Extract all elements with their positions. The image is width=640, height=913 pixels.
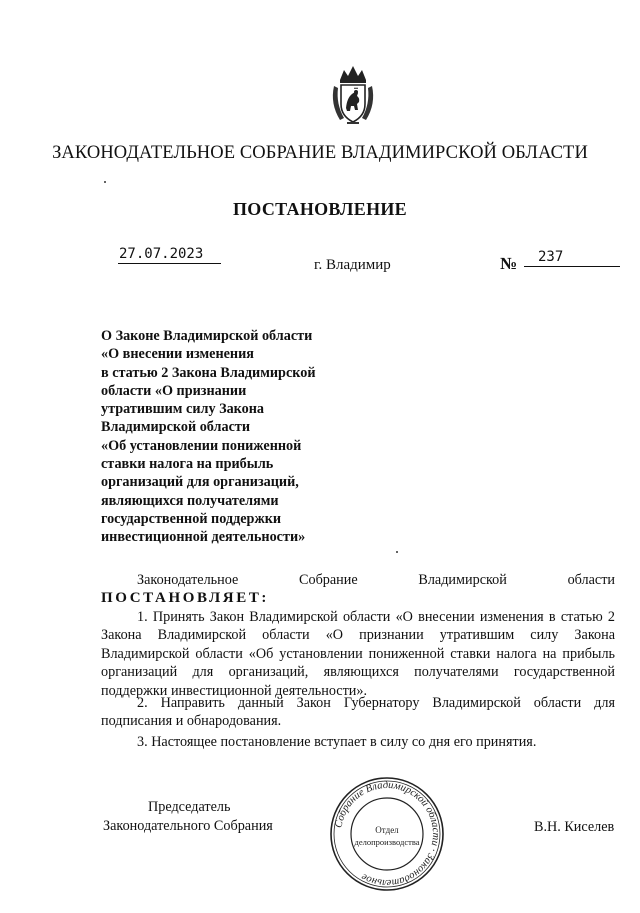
subject-line: утратившим силу Закона	[101, 401, 265, 418]
scan-speck	[104, 181, 106, 183]
paragraph-2: 2. Направить данный Закон Губернатору Владимирской области для подписания и обнародования.	[101, 695, 615, 730]
signatory-title-line1: Председатель	[148, 799, 231, 815]
subject-line: инвестиционной деятельности»	[101, 529, 306, 546]
svg-text:Отдел: Отдел	[375, 825, 399, 835]
intro-word: Владимирской	[418, 572, 507, 588]
subject-line: ставки налога на прибыль	[101, 456, 274, 473]
document-subject	[101, 327, 351, 547]
resolve-heading: ПОСТАНОВЛЯЕТ:	[101, 590, 270, 606]
coat-of-arms-emblem	[330, 64, 376, 126]
subject-line: являющихся получателями	[101, 492, 279, 509]
scan-speck	[396, 551, 398, 553]
subject-line: организаций для организаций,	[101, 474, 299, 491]
document-date: 27.07.2023	[118, 246, 221, 264]
paragraph-3: 3. Настоящее постановление вступает в силу со дня его принятия.	[137, 734, 537, 750]
intro-word: области	[567, 572, 615, 588]
subject-line: государственной поддержки	[101, 510, 282, 527]
subject-line: «О внесении изменения	[101, 346, 254, 363]
number-sign: №	[500, 254, 518, 273]
paragraph-1: 1. Принять Закон Владимирской области «О внесении изменения в статью 2 Закона Владимирской области «О признании утратившим силу Закона Владимирской области «Об установлении пониженной ставки налога на прибыль организаций для организаций, являющихся получателями государственной поддержки инвестиционной деятельности».	[101, 609, 615, 699]
intro-word: Законодательное	[137, 572, 239, 588]
subject-line: «Об установлении пониженной	[101, 437, 302, 454]
document-number: 237	[524, 249, 620, 267]
svg-text:Собрание Владимирской области: Собрание Владимирской области · Законодательное	[333, 779, 442, 889]
subject-line: области «О признании	[101, 382, 247, 399]
subject-line: О Законе Владимирской области	[101, 328, 313, 344]
signatory-name: В.Н. Киселев	[534, 819, 615, 835]
organization-title: ЗАКОНОДАТЕЛЬНОЕ СОБРАНИЕ ВЛАДИМИРСКОЙ ОБЛАСТИ	[52, 143, 588, 163]
svg-text:делопроизводства: делопроизводства	[354, 837, 420, 847]
official-stamp	[328, 775, 446, 893]
document-city: г. Владимир	[314, 257, 391, 273]
subject-line: Владимирской области	[101, 419, 251, 436]
body-intro	[101, 572, 615, 589]
document-type-heading: ПОСТАНОВЛЕНИЕ	[233, 199, 407, 219]
intro-word: Собрание	[299, 572, 358, 588]
subject-line: в статью 2 Закона Владимирской	[101, 364, 316, 381]
signatory-title-line2: Законодательного Собрания	[103, 818, 273, 834]
